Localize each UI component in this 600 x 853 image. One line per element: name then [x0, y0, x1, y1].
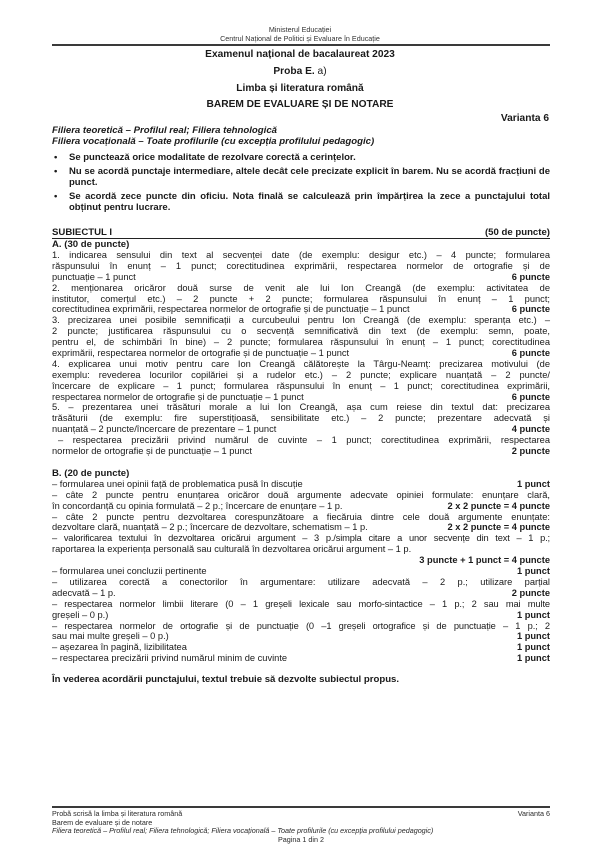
footer-subtitle: Barem de evaluare și de notare: [52, 817, 153, 827]
footer-variant: Varianta 6: [517, 809, 550, 818]
part-b-label: B. (20 de puncte): [52, 467, 130, 479]
item-4: 4. explicarea unui motiv pentru care Ion Creangă călătorește la Târgu-Neamț: precizarea motivului (de exemplu: revederea locurilor copilăriei și a rudelor etc.) – 2 puncte; explicare nuanțată – 2 puncte/ încercare de explicare – 1 punct; formularea răspunsului în enunț – 1 punct; corectitudinea exprimării, respectarea normelor de ortografie și de punctuație – 1 punct 6 puncte: [52, 358, 550, 402]
rule-item: • Se acordă zece puncte din oficiu. Nota finală se calculează prin împărțirea la zece a punctajului total obținut pentru lucrare.: [54, 191, 550, 213]
part-a-label: A. (30 de puncte): [52, 239, 130, 250]
rule-item: • Se punctează orice modalitate de rezolvare corectă a cerințelor.: [54, 152, 356, 163]
rule-item: • Nu se acordă punctaje intermediare, altele decât cele precizate explicit în barem. Nu se acordă fracțiuni de punct.: [54, 166, 550, 188]
criterion-8: – respectarea normelor de ortografie și de punctuație (0 –1 greșeli ortografice și de punctuație – 1 p.; 2 sau mai multe greșeli – 0 p.) 1 punct: [52, 620, 550, 642]
criterion-5: – formularea unei concluzii pertinente 1 punct: [52, 566, 550, 577]
filiera-line-2: Filiera vocațională – Toate profilurile (cu excepția profilului pedagogic): [52, 136, 375, 147]
barem-title: BAREM DE EVALUARE ȘI DE NOTARE: [206, 99, 394, 110]
subiectul-1: [52, 227, 550, 685]
footer-title: Probă scrisă la limba și literatura română: [52, 809, 183, 818]
footer: [52, 810, 550, 844]
ministry-name: Ministerul Educației: [268, 25, 332, 34]
filiera-block: [52, 125, 550, 147]
item-score: 6 puncte: [511, 348, 550, 359]
filiera-line-1: Filiera teoretică – Profilul real; Filiera tehnologică: [52, 125, 277, 136]
criterion-4: – valorificarea textului în dezvoltarea oricărui argument – 3 p./simpla citare a unor secvențe din text – 1 p.; raportarea la experiența personală sau culturală în dezvoltarea oricărui argument – 1 p. 3 puncte + 1 punct = 4 puncte: [52, 533, 550, 566]
item-5: 5. – prezentarea unei trăsături morale a lui Ion Creangă, așa cum reiese din textul dat: precizarea trăsăturii (de exemplu: fire superstițioasă, sensibilitate etc.) – 2 puncte; prezentare adecvată și nuanțată – 2 puncte/încercare de prezentare – 1 punct 4 puncte: [52, 402, 550, 435]
item-2: 2. menționarea oricăror două surse de venit ale lui Ion Creangă (de exemplu: activitatea de institutor, comerțul etc.) – 2 puncte + 2 puncte; formularea răspunsului în enunț – 1 punct; corectitudinea exprimării, respectarea normelor de ortografie și de punctuație – 1 punct 6 puncte: [52, 282, 550, 315]
proba-label: Proba E. a): [273, 66, 327, 77]
part-b-items: [52, 479, 550, 664]
variant-label: Varianta 6: [500, 113, 549, 124]
criterion-9: – așezarea în pagină, lizibilitatea 1 punct: [52, 642, 550, 653]
item-3: 3. precizarea unei posibile semnificații a curcubeului pentru Ion Creangă (de exemplu: speranța etc.) – 2 puncte; justificarea răspunsului cu o secvență semnificativă din text (de exemplu: semn, poate, pentru el, de schimbări în bine) – 2 puncte; formularea răspunsului în enunț – 1 punct; corectitudinea exprimării, respectarea normelor de ortografie și de punctuație – 1 punct 6 puncte: [52, 315, 550, 359]
footer-rule: [52, 806, 550, 808]
page-number: Pagina 1 din 2: [278, 834, 324, 844]
item-score: 6 puncte: [511, 271, 550, 282]
general-rules: [52, 152, 550, 213]
final-note: În vederea acordării punctajului, textul trebuie să dezvolte subiectul propus.: [52, 674, 400, 686]
footer-filiera: Filiera teoretică – Profilul real; Filiera tehnologică; Filiera vocațională – Toate profilurile (cu excepția profilului pedagogic): [52, 826, 434, 836]
criterion-1: – formularea unei opinii față de problematica pusă în discuție 1 punct: [52, 478, 550, 489]
criterion-10: – respectarea precizării privind numărul minim de cuvinte 1 punct: [52, 653, 550, 664]
item-score: 2 puncte: [511, 446, 550, 457]
item-5-b: – respectarea precizării privind numărul de cuvinte – 1 punct; corectitudinea exprimării, respectarea normelor de ortografie și de punctuație – 1 punct 2 puncte: [52, 435, 550, 457]
criterion-2: – câte 2 puncte pentru enunțarea oricăror două argumente adecvate opiniei formulate: enunțare clară, în concordanță cu opinia formulată – 2 p.; încercare de enunțare – 1 p. 2 x 2 puncte = 4 puncte: [52, 489, 550, 511]
item-score: 6 puncte: [511, 391, 550, 402]
header-rule: [52, 44, 550, 46]
center-name: Centrul Național de Politici și Evaluare în Educație: [220, 34, 380, 43]
subiectul-header: SUBIECTUL I (50 de puncte): [52, 227, 550, 238]
criterion-3: – câte 2 puncte pentru dezvoltarea corespunzătoare a fiecăruia dintre cele două argumente enunțate: dezvoltare clară, nuanțată – 2 p.; încercare de dezvoltare, schematism – 1 p. 2 x 2 puncte = 4 puncte: [52, 511, 550, 533]
item-1: 1. indicarea sensului din text al secvenței date (de exemplu: desigur etc.) – 4 puncte; formularea răspunsului în enunț – 1 punct; corectitudinea exprimării, respectarea normelor de ortografie și de punctuație – 1 punct 6 puncte: [52, 250, 550, 282]
item-score: 6 puncte: [511, 304, 550, 315]
item-score: 4 puncte: [511, 424, 550, 435]
part-a-items: [52, 250, 550, 457]
criterion-6: – utilizarea corectă a conectorilor în argumentare: utilizare adecvată – 2 p.; utilizare parțial adecvată – 1 p. 2 puncte: [52, 576, 550, 598]
subject-title: Limba și literatura română: [236, 83, 364, 94]
criterion-7: – respectarea normelor limbii literare (0 – 1 greșeli lexicale sau morfo-sintactice – 1 p.; 2 sau mai multe greșeli – 0 p.) 1 punct: [52, 598, 550, 620]
exam-title: Examenul național de bacalaureat 2023: [205, 49, 395, 60]
